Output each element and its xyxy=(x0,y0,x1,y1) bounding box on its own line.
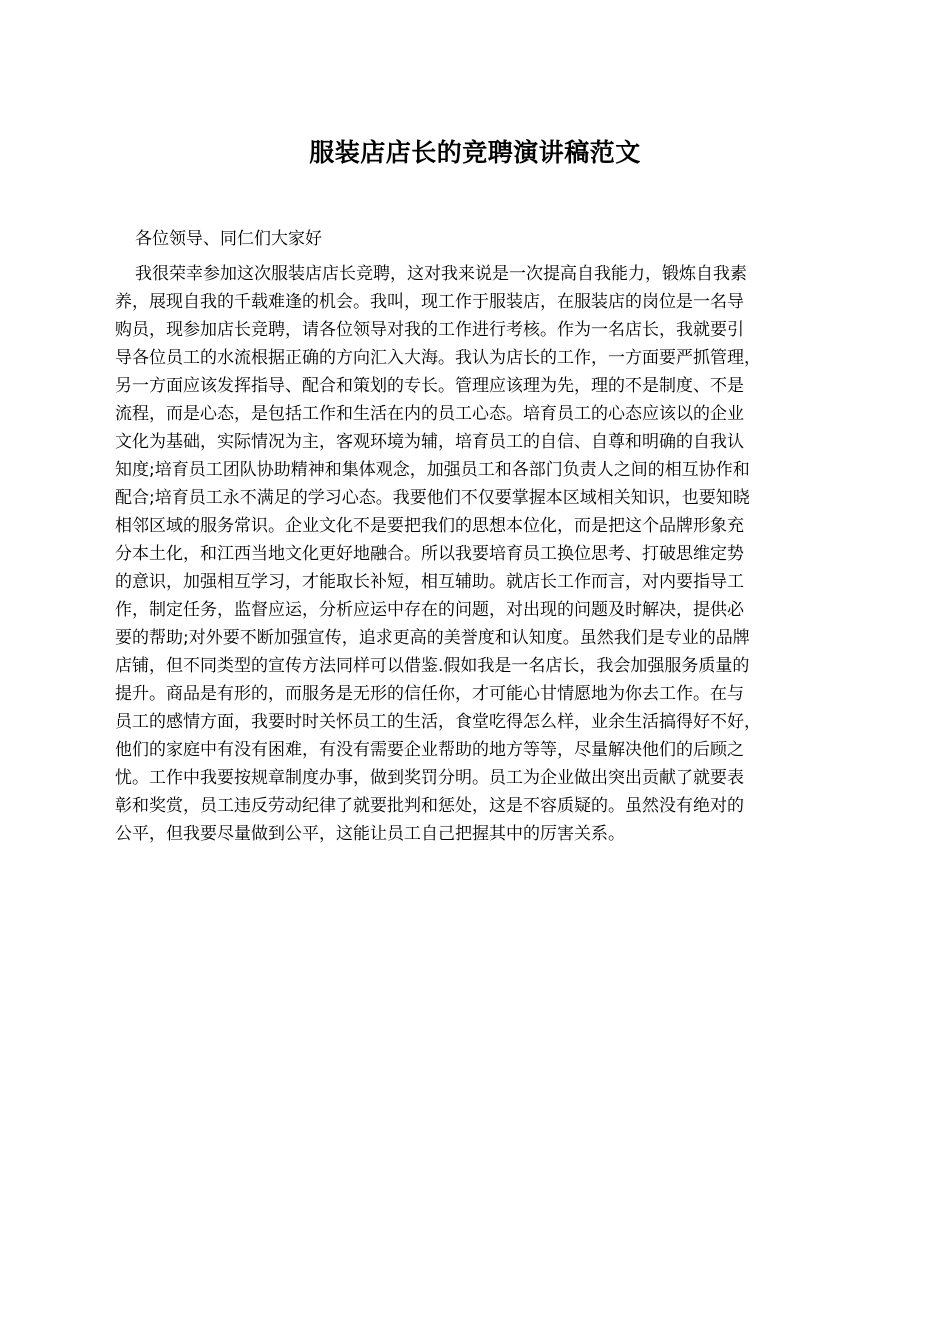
body-line: 我很荣幸参加这次服装店店长竞聘，这对我来说是一次提高自我能力，锻炼自我素 xyxy=(135,264,747,284)
body-line: 配合;培育员工永不满足的学习心态。我要他们不仅要掌握本区域相关知识，也要知晓 xyxy=(115,488,750,508)
body-line: 养，展现自我的千载难逢的机会。我叫，现工作于服装店，在服装店的岗位是一名导 xyxy=(115,292,744,312)
body-line: 的意识，加强相互学习，才能取长补短，相互辅助。就店长工作而言，对内要指导工 xyxy=(115,572,744,592)
body-line: 知度;培育员工团队协助精神和集体观念，加强员工和各部门负责人之间的相互协作和 xyxy=(115,460,750,480)
body-line: 要的帮助;对外要不断加强宣传，追求更高的美誉度和认知度。虽然我们是专业的品牌 xyxy=(115,628,750,648)
body-line: 另一方面应该发挥指导、配合和策划的专长。管理应该理为先，理的不是制度、不是 xyxy=(115,376,744,396)
body-line: 员工的感情方面，我要时时关怀员工的生活，食堂吃得怎么样，业余生活搞得好不好， xyxy=(115,712,761,732)
document-title: 服装店店长的竞聘演讲稿范文 xyxy=(309,138,641,167)
body-line: 彰和奖赏，员工违反劳动纪律了就要批判和惩处，这是不容质疑的。虽然没有绝对的 xyxy=(115,796,744,816)
speech-body xyxy=(115,260,845,848)
body-line: 忧。工作中我要按规章制度办事，做到奖罚分明。员工为企业做出突出贡献了就要表 xyxy=(115,768,744,788)
body-line: 分本土化，和江西当地文化更好地融合。所以我要培育员工换位思考、打破思维定势 xyxy=(115,544,744,564)
body-line: 文化为基础，实际情况为主，客观环境为辅，培育员工的自信、自尊和明确的自我认 xyxy=(115,432,744,452)
body-line: 提升。商品是有形的，而服务是无形的信任你，才可能心甘情愿地为你去工作。在与 xyxy=(115,684,744,704)
greeting-line: 各位领导、同仁们大家好 xyxy=(135,229,322,249)
body-line: 导各位员工的水流根据正确的方向汇入大海。我认为店长的工作，一方面要严抓管理， xyxy=(115,348,761,368)
body-line: 店铺，但不同类型的宣传方法同样可以借鉴.假如我是一名店长，我会加强服务质量的 xyxy=(115,656,750,676)
body-line: 他们的家庭中有没有困难，有没有需要企业帮助的地方等等，尽量解决他们的后顾之 xyxy=(115,740,744,760)
body-line: 流程，而是心态，是包括工作和生活在内的员工心态。培育员工的心态应该以的企业 xyxy=(115,404,744,424)
body-line: 作，制定任务，监督应运，分析应运中存在的问题，对出现的问题及时解决，提供必 xyxy=(115,600,744,620)
body-line: 相邻区域的服务常识。企业文化不是要把我们的思想本位化，而是把这个品牌形象充 xyxy=(115,516,744,536)
body-line: 公平，但我要尽量做到公平，这能让员工自己把握其中的厉害关系。 xyxy=(115,824,625,844)
body-line: 购员，现参加店长竞聘，请各位领导对我的工作进行考核。作为一名店长，我就要引 xyxy=(115,320,744,340)
